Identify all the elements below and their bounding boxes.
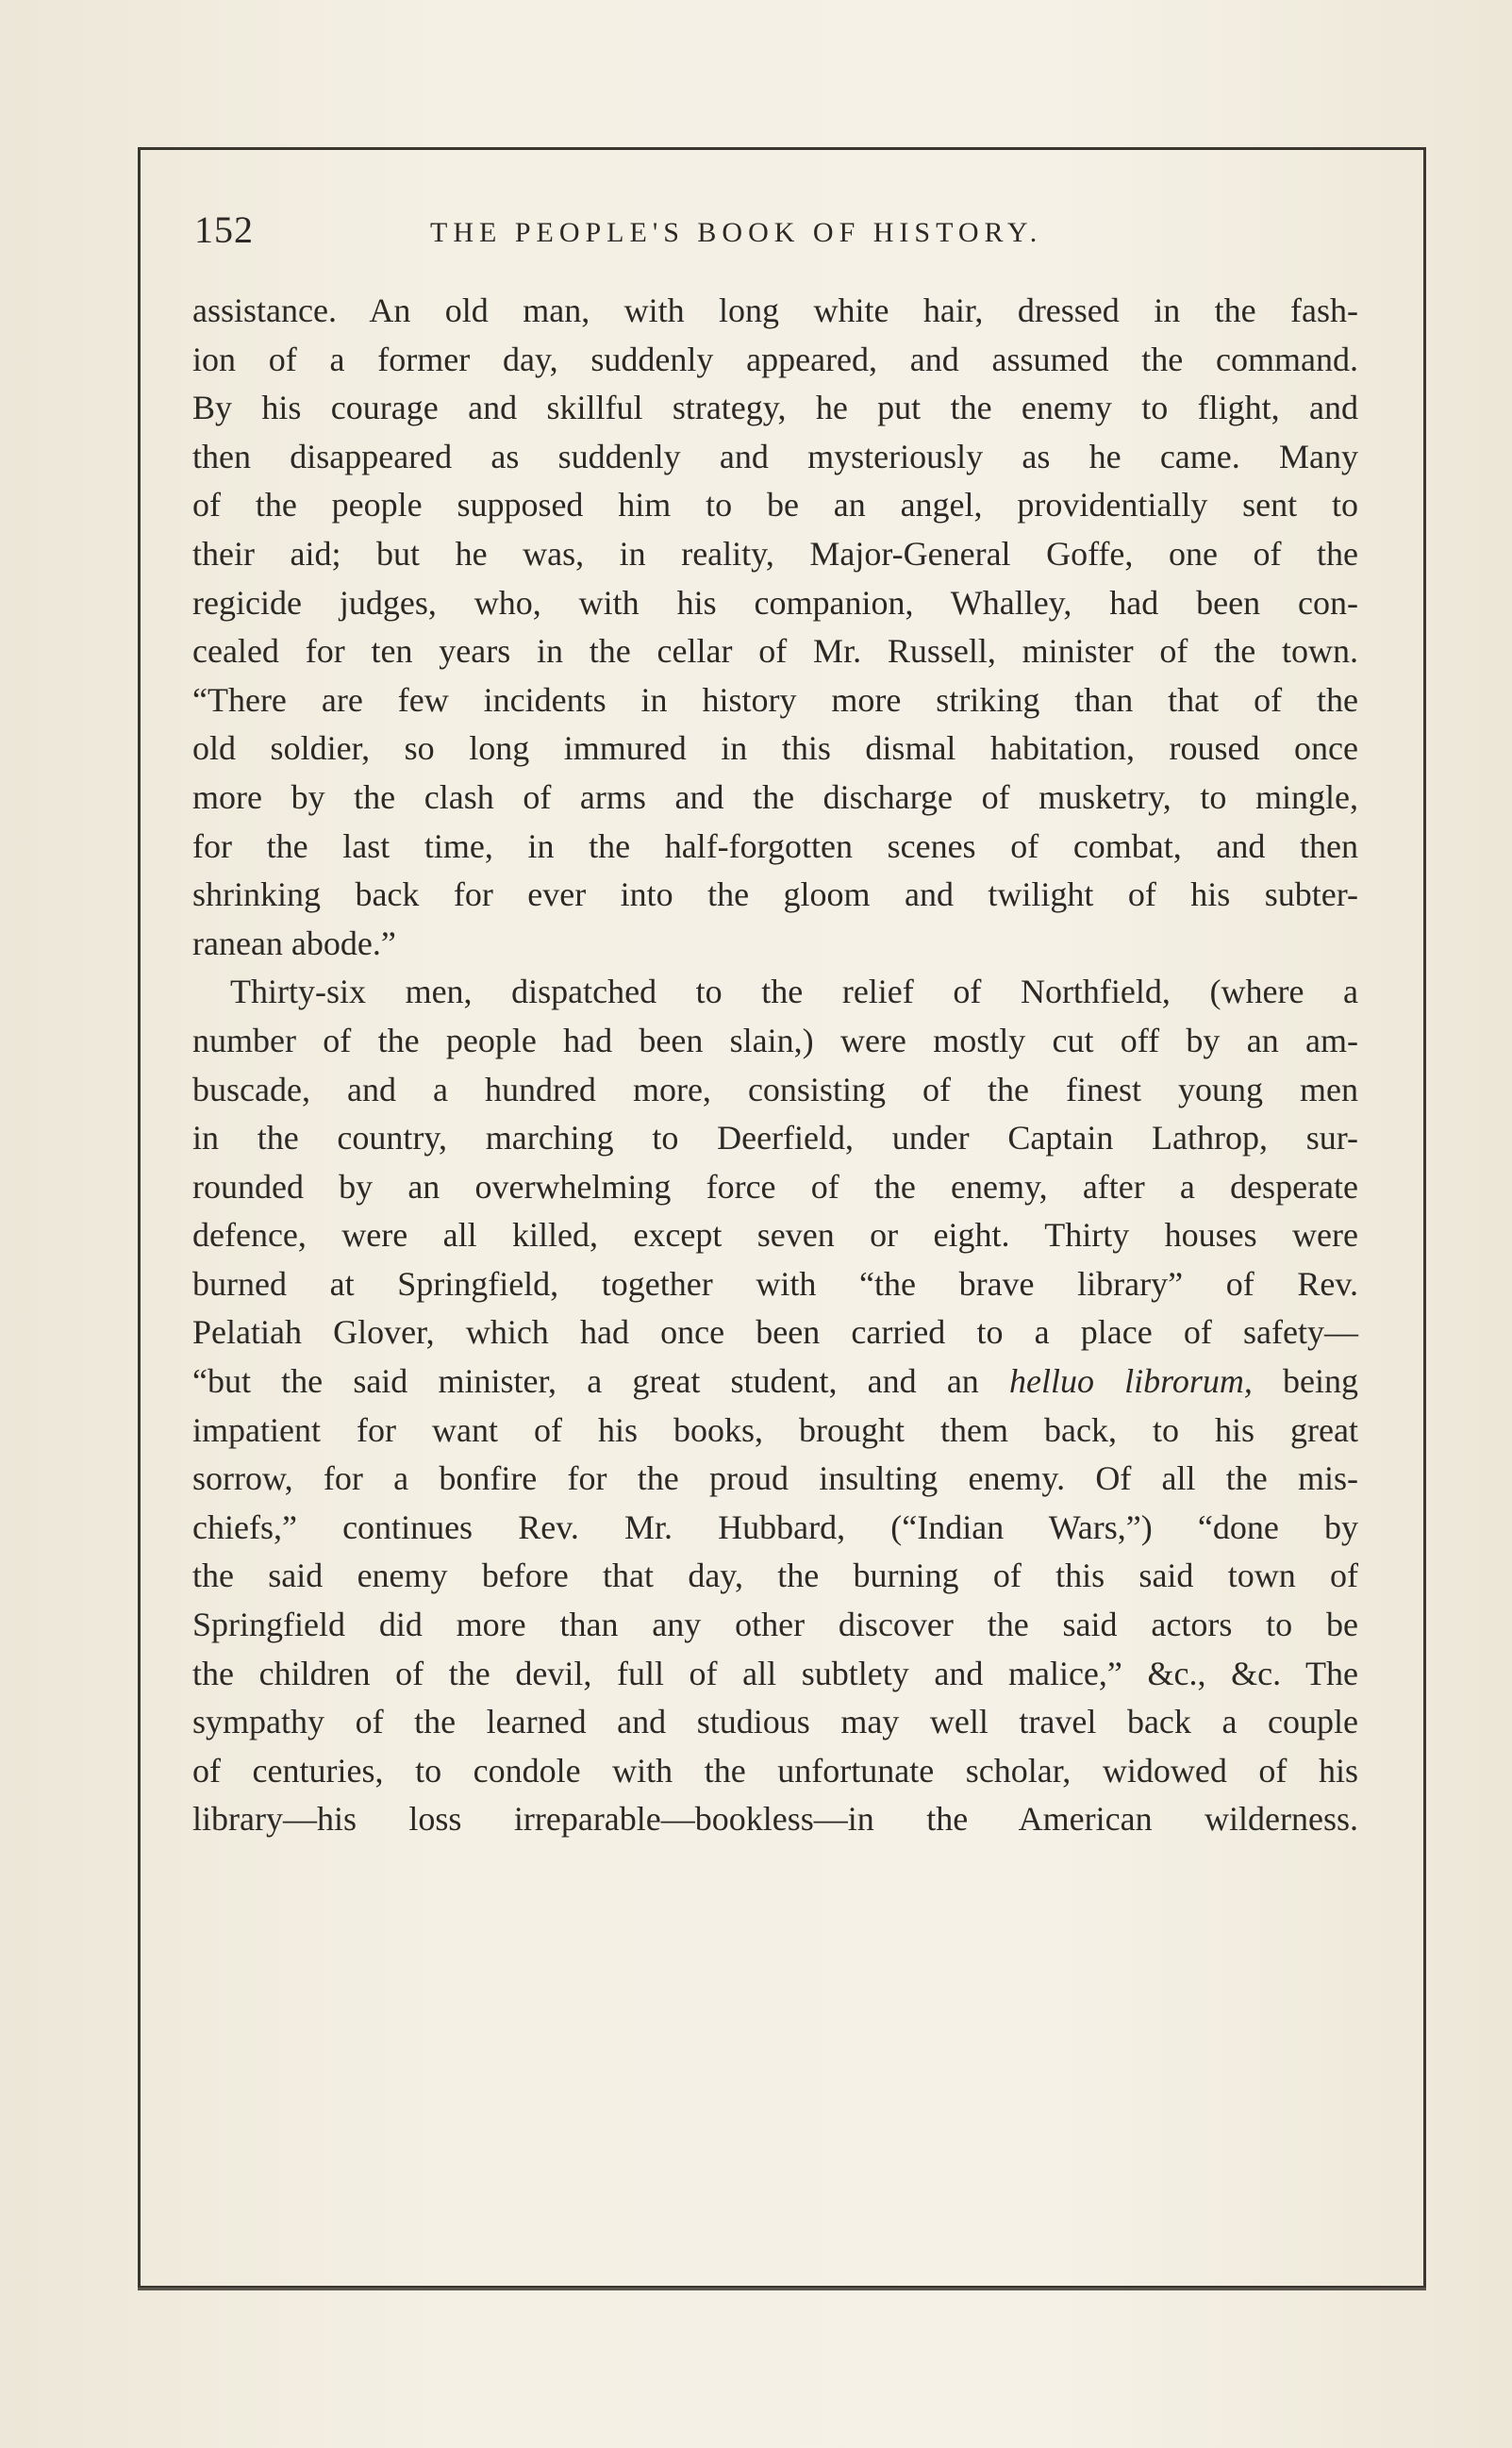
text-line: the said enemy before that day, the burning of this said town of — [192, 1557, 1358, 1595]
text-line: old soldier, so long immured in this dismal habitation, roused once — [192, 729, 1358, 768]
italic-line-before: “but the said minister, a great student, and an — [192, 1362, 1009, 1401]
text-line: sorrow, for a bonfire for the proud insulting enemy. Of all the mis- — [192, 1459, 1358, 1498]
latin-phrase: helluo librorum, — [1008, 1362, 1253, 1401]
text-line: their aid; but he was, in reality, Major-General Goffe, one of the — [192, 534, 1358, 573]
text-line: library—his loss irreparable—bookless—in the American wilderness. — [192, 1800, 1358, 1839]
text-line: of the people supposed him to be an angel, providentially sent to — [192, 486, 1358, 525]
text-line: ion of a former day, suddenly appeared, and assumed the command. — [192, 340, 1358, 378]
text-line: burned at Springfield, together with “the brave library” of Rev. — [192, 1264, 1358, 1303]
text-line: the children of the devil, full of all subtlety and malice,” &c., &c. The — [192, 1654, 1358, 1692]
text-line: chiefs,” continues Rev. Mr. Hubbard, (“Indian Wars,”) “done by — [192, 1507, 1358, 1546]
italic-line-after: being — [1252, 1362, 1359, 1401]
text-line: “There are few incidents in history more striking than that of the — [192, 680, 1358, 719]
text-line: buscade, and a hundred more, consisting of the finest young men — [192, 1070, 1358, 1108]
text-line: Springfield did more than any other discover the said actors to be — [192, 1606, 1358, 1644]
text-line: assistance. An old man, with long white hair, dressed in the fash- — [192, 291, 1358, 329]
running-head: THE PEOPLE'S BOOK OF HISTORY. — [430, 217, 1043, 248]
text-line: shrinking back for ever into the gloom and twilight of his subter- — [192, 875, 1358, 914]
text-line: ranean abode.” — [192, 924, 396, 962]
page-number: 152 — [194, 208, 254, 251]
text-line-with-italic — [192, 1357, 1358, 1407]
text-line: for the last time, in the half-forgotten scenes of combat, and then — [192, 826, 1358, 865]
text-line: of centuries, to condole with the unfortunate scholar, widowed of his — [192, 1751, 1358, 1790]
text-line: more by the clash of arms and the discharge of musketry, to mingle, — [192, 777, 1358, 816]
page-border-shadow — [138, 2288, 1426, 2290]
page-header — [194, 208, 1364, 264]
text-line: Pelatiah Glover, which had once been carried to a place of safety— — [192, 1313, 1358, 1352]
text-line: number of the people had been slain,) were mostly cut off by an am- — [192, 1021, 1358, 1059]
text-line: impatient for want of his books, brought them back, to his great — [192, 1410, 1358, 1449]
text-line: By his courage and skillful strategy, he put the enemy to flight, and — [192, 389, 1358, 427]
text-line: sympathy of the learned and studious may well travel back a couple — [192, 1703, 1358, 1741]
body-text — [192, 287, 1358, 1844]
text-line: in the country, marching to Deerfield, under Captain Lathrop, sur- — [192, 1119, 1358, 1157]
text-line: defence, were all killed, except seven or eight. Thirty houses were — [192, 1216, 1358, 1255]
text-line: regicide judges, who, with his companion, Whalley, had been con- — [192, 583, 1358, 622]
paragraph-start-line: Thirty-six men, dispatched to the relief of Northfield, (where a — [230, 973, 1358, 1011]
text-line: cealed for ten years in the cellar of Mr. Russell, minister of the town. — [192, 632, 1358, 671]
text-line: then disappeared as suddenly and mysteriously as he came. Many — [192, 437, 1358, 475]
text-line: rounded by an overwhelming force of the enemy, after a desperate — [192, 1167, 1358, 1206]
